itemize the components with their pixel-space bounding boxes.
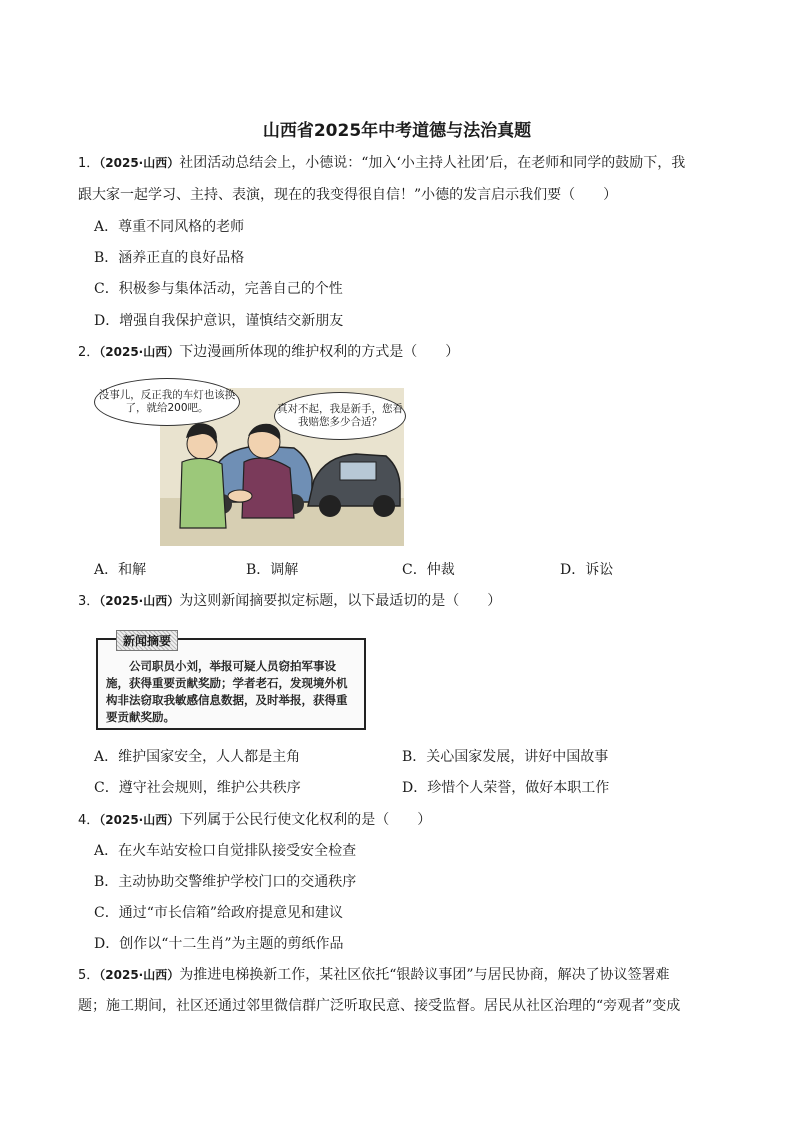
cartoon-illustration <box>94 378 406 548</box>
option-text: 在火车站安检口自觉排队接受安全检查 <box>118 843 357 859</box>
option-b <box>94 249 244 267</box>
option-letter: C． <box>94 905 119 921</box>
option-c <box>94 779 301 797</box>
question-source: （2025·山西） <box>99 968 180 982</box>
option-a <box>94 748 300 766</box>
question-3-stem <box>78 592 501 611</box>
option-letter: B． <box>94 874 119 890</box>
question-5-line-2: 题；施工期间，社区还通过邻里微信群广泛听取民意、接受监督。居民从社区治理的“旁观者”变成 <box>78 998 681 1014</box>
option-a <box>94 218 244 236</box>
option-text: 尊重不同风格的老师 <box>118 219 245 235</box>
option-text: 调解 <box>270 562 299 578</box>
question-number: 4． <box>78 813 100 828</box>
option-letter: C． <box>94 281 119 297</box>
question-1-line-2: 跟大家一起学习、主持、表演，现在的我变得很自信！”小德的发言启示我们要（ ） <box>78 187 618 203</box>
option-b <box>94 873 356 891</box>
news-text: 公司职员小刘，举报可疑人员窃拍军事设施，获得重要贡献奖励；学者老石，发现境外机构非法窃取我敏感信息数据，及时举报，获得重要贡献奖励。 <box>106 659 348 724</box>
option-text: 增强自我保护意识，谨慎结交新朋友 <box>119 313 344 329</box>
option-letter: B． <box>94 250 119 266</box>
option-c <box>94 280 343 298</box>
option-text: 和解 <box>118 562 147 578</box>
question-stem: 社团活动总结会上，小德说：“加入‘小主持人社团’后，在老师和同学的鼓励下，我 <box>179 155 686 171</box>
option-letter: D． <box>560 562 586 578</box>
question-stem: 下列属于公民行使文化权利的是（ ） <box>179 812 432 828</box>
option-text: 通过“市长信箱”给政府提意见和建议 <box>118 905 344 921</box>
news-summary-image <box>92 628 368 732</box>
option-letter: C． <box>94 780 119 796</box>
option-letter: A． <box>94 749 119 765</box>
option-d <box>94 312 343 330</box>
option-letter: B． <box>246 562 271 578</box>
option-letter: D． <box>402 780 428 796</box>
option-letter: C． <box>402 562 427 578</box>
option-d <box>560 561 613 579</box>
option-letter: B． <box>402 749 427 765</box>
question-number: 2． <box>78 345 100 360</box>
news-tab-label: 新闻摘要 <box>116 630 178 651</box>
question-source: （2025·山西） <box>99 813 180 827</box>
question-stem: 下边漫画所体现的维护权利的方式是（ ） <box>179 344 460 360</box>
option-letter: D． <box>94 313 120 329</box>
option-letter: A． <box>94 219 119 235</box>
option-b <box>246 561 298 579</box>
option-d <box>94 935 344 953</box>
option-letter: A． <box>94 843 119 859</box>
question-source: （2025·山西） <box>99 345 180 359</box>
option-text: 遵守社会规则，维护公共秩序 <box>118 780 301 796</box>
question-2-stem <box>78 343 459 362</box>
question-number: 5． <box>78 968 100 983</box>
question-1-line-1 <box>78 154 685 173</box>
question-number: 1． <box>78 156 100 171</box>
option-text: 关心国家发展，讲好中国故事 <box>426 749 609 765</box>
option-text: 诉讼 <box>585 562 614 578</box>
question-stem: 为这则新闻摘要拟定标题，以下最适切的是（ ） <box>179 593 502 609</box>
option-a <box>94 842 356 860</box>
question-source: （2025·山西） <box>99 156 180 170</box>
option-d <box>402 779 609 797</box>
option-a <box>94 561 146 579</box>
question-number: 3． <box>78 594 100 609</box>
option-c <box>402 561 455 579</box>
speech-bubble-right: 真对不起，我是新手，您看我赔您多少合适？ <box>274 392 406 440</box>
question-4-stem <box>78 811 431 830</box>
question-source: （2025·山西） <box>99 594 180 608</box>
option-text: 珍惜个人荣誉，做好本职工作 <box>427 780 610 796</box>
option-text: 创作以“十二生肖”为主题的剪纸作品 <box>119 936 344 952</box>
option-text: 涵养正直的良好品格 <box>118 250 245 266</box>
option-text: 主动协助交警维护学校门口的交通秩序 <box>118 874 357 890</box>
question-stem: 为推进电梯换新工作，某社区依托“银龄议事团”与居民协商，解决了协议签署难 <box>179 967 670 983</box>
option-text: 积极参与集体活动，完善自己的个性 <box>118 281 343 297</box>
option-text: 仲裁 <box>426 562 455 578</box>
option-letter: A． <box>94 562 119 578</box>
page-title: 山西省2025年中考道德与法治真题 <box>262 121 532 141</box>
question-5-line-1 <box>78 966 670 985</box>
option-text: 维护国家安全，人人都是主角 <box>118 749 301 765</box>
option-letter: D． <box>94 936 120 952</box>
option-c <box>94 904 343 922</box>
speech-bubble-left: 没事儿，反正我的车灯也该换了，就给200吧。 <box>94 378 240 426</box>
option-b <box>402 748 608 766</box>
